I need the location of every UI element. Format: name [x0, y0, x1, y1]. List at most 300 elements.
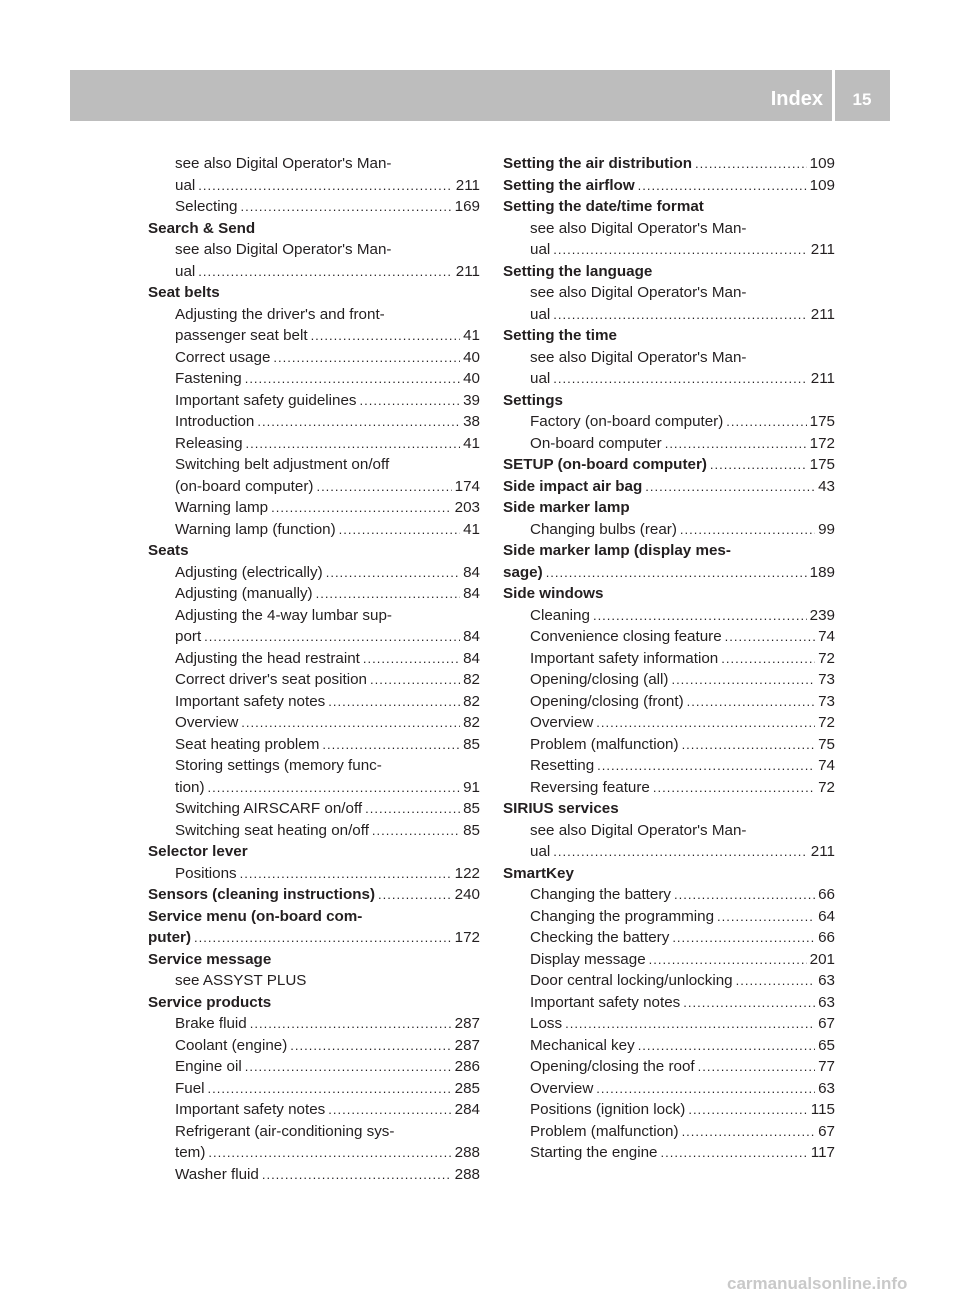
entry-text: see also Digital Operator's Man- — [530, 284, 747, 301]
index-subentry — [503, 218, 835, 240]
page-reference: 63 — [818, 993, 835, 1011]
index-heading — [503, 175, 835, 197]
entry-text: see also Digital Operator's Man- — [530, 821, 747, 839]
dot-leader — [328, 691, 460, 713]
index-subentry — [503, 648, 835, 670]
dot-leader — [687, 691, 815, 713]
entry-text: Starting the engine — [530, 1144, 658, 1161]
index-subentry — [148, 1121, 480, 1143]
page-reference: 41 — [463, 434, 480, 452]
entry-text: Side impact air bag — [503, 477, 643, 495]
index-subentry — [503, 239, 835, 261]
entry-text: Positions — [175, 864, 237, 882]
page-reference: 64 — [818, 907, 835, 925]
dot-leader — [194, 927, 452, 949]
entry-text: Resetting — [530, 757, 595, 774]
index-subentry — [148, 196, 480, 218]
page-reference: 85 — [463, 800, 480, 817]
index-subentry — [148, 562, 480, 584]
index-heading — [503, 325, 835, 347]
index-subentry — [148, 325, 480, 347]
entry-text: Seat heating problem — [175, 735, 320, 753]
index-heading — [503, 497, 835, 519]
dot-leader — [717, 906, 815, 928]
header-divider — [832, 70, 835, 121]
index-subentry — [503, 970, 835, 992]
page-reference: 74 — [818, 757, 835, 774]
entry-text: Selecting — [175, 198, 238, 215]
index-subentry — [503, 712, 835, 734]
entry-text: Engine oil — [175, 1058, 242, 1075]
dot-leader — [695, 153, 807, 175]
page-reference: 74 — [818, 628, 835, 645]
index-subentry — [503, 433, 835, 455]
dot-leader — [378, 884, 452, 906]
dot-leader — [672, 927, 815, 949]
index-subentry — [503, 282, 835, 304]
index-heading — [503, 454, 835, 476]
index-heading — [503, 196, 835, 218]
index-heading — [148, 949, 480, 971]
index-subentry — [148, 411, 480, 433]
page-reference: 211 — [810, 305, 835, 323]
entry-text: Washer fluid — [175, 1165, 259, 1183]
index-subentry — [148, 497, 480, 519]
index-subentry — [148, 863, 480, 885]
entry-text: Switching seat heating on/off — [175, 821, 369, 839]
page-reference: 172 — [454, 929, 480, 946]
entry-text: Setting the airflow — [503, 176, 635, 194]
page-reference: 41 — [463, 520, 480, 538]
dot-leader — [671, 669, 815, 691]
index-heading — [503, 390, 835, 412]
index-heading — [148, 927, 480, 949]
entry-text: Fuel — [175, 1079, 205, 1097]
entry-text: sage) — [503, 563, 543, 581]
page-reference: 172 — [809, 434, 835, 452]
entry-text: SETUP (on-board computer) — [503, 456, 707, 473]
index-subentry — [503, 927, 835, 949]
index-heading — [148, 884, 480, 906]
index-subentry — [148, 820, 480, 842]
page-reference: 287 — [454, 1036, 480, 1054]
entry-text: Overview — [530, 1079, 594, 1097]
index-subentry — [503, 949, 835, 971]
page-reference: 211 — [810, 241, 835, 258]
dot-leader — [316, 583, 461, 605]
entry-text: Seats — [148, 542, 189, 559]
dot-leader — [725, 626, 815, 648]
page-reference: 239 — [809, 606, 835, 624]
entry-text: Adjusting the head restraint — [175, 649, 360, 667]
dot-leader — [649, 949, 807, 971]
index-subentry — [148, 626, 480, 648]
index-subentry — [503, 1078, 835, 1100]
index-subentry — [503, 304, 835, 326]
page-reference: 63 — [818, 1079, 835, 1097]
index-heading — [503, 540, 835, 562]
page-reference: 175 — [809, 456, 835, 473]
entry-text: Adjusting the driver's and front- — [175, 305, 385, 323]
dot-leader — [597, 755, 815, 777]
page-reference: 240 — [454, 886, 480, 903]
dot-leader — [688, 1099, 807, 1121]
index-heading — [503, 153, 835, 175]
page-reference: 99 — [818, 520, 835, 538]
index-heading — [503, 476, 835, 498]
entry-text: Service menu (on-board com- — [148, 907, 363, 925]
entry-text: Service message — [148, 950, 272, 968]
entry-text: Switching AIRSCARF on/off — [175, 800, 363, 817]
entry-text: SmartKey — [503, 864, 574, 882]
index-subentry — [503, 734, 835, 756]
entry-text: Opening/closing (front) — [530, 692, 684, 710]
dot-leader — [680, 519, 815, 541]
dot-leader — [311, 325, 461, 347]
page-reference: 73 — [818, 671, 835, 688]
page-reference: 77 — [818, 1058, 835, 1075]
entry-text: Switching belt adjustment on/off — [175, 456, 390, 473]
index-subentry — [503, 777, 835, 799]
page-reference: 109 — [809, 176, 835, 194]
dot-leader — [638, 1035, 815, 1057]
entry-text: see also Digital Operator's Man- — [175, 241, 392, 258]
entry-text: Correct driver's seat position — [175, 671, 367, 688]
dot-leader — [208, 777, 461, 799]
entry-text: ual — [530, 305, 551, 323]
index-subentry — [148, 970, 480, 992]
entry-text: Problem (malfunction) — [530, 1122, 679, 1140]
page-reference: 203 — [454, 499, 480, 516]
dot-leader — [290, 1035, 451, 1057]
dot-leader — [241, 712, 460, 734]
entry-text: Sensors (cleaning instructions) — [148, 886, 376, 903]
entry-text: Storing settings (memory func- — [175, 757, 382, 774]
dot-leader — [257, 411, 460, 433]
index-subentry — [503, 1121, 835, 1143]
dot-leader — [683, 992, 815, 1014]
entry-text: ual — [175, 262, 196, 280]
entry-text: tem) — [175, 1144, 206, 1161]
index-subentry — [148, 1013, 480, 1035]
entry-text: Factory (on-board computer) — [530, 413, 724, 430]
entry-text: Changing the programming — [530, 907, 715, 925]
entry-text: Loss — [530, 1015, 563, 1032]
entry-text: Warning lamp — [175, 499, 269, 516]
entry-text: Important safety guidelines — [175, 391, 357, 409]
entry-text: Settings — [503, 391, 563, 409]
index-heading — [148, 218, 480, 240]
entry-text: see also Digital Operator's Man- — [530, 348, 747, 366]
page-reference: 72 — [818, 714, 835, 731]
entry-text: Mechanical key — [530, 1036, 635, 1054]
dot-leader — [328, 1099, 451, 1121]
dot-leader — [271, 497, 452, 519]
page-reference: 73 — [818, 692, 835, 710]
section-title: Index — [770, 88, 823, 110]
index-heading — [148, 992, 480, 1014]
dot-leader — [596, 1078, 815, 1100]
dot-leader — [372, 820, 460, 842]
entry-text: Door central locking/unlocking — [530, 972, 733, 989]
entry-text: Introduction — [175, 413, 255, 430]
entry-text: ual — [530, 370, 551, 387]
index-heading — [503, 261, 835, 283]
index-subentry — [148, 605, 480, 627]
index-heading — [503, 863, 835, 885]
entry-text: Seat belts — [148, 284, 220, 301]
page-reference: 84 — [463, 563, 480, 581]
page-reference: 39 — [463, 391, 480, 409]
index-subentry — [503, 626, 835, 648]
page-reference: 85 — [463, 821, 480, 839]
entry-text: (on-board computer) — [175, 477, 314, 495]
index-heading — [503, 562, 835, 584]
dot-leader — [339, 519, 460, 541]
dot-leader — [645, 476, 815, 498]
index-subentry — [148, 1142, 480, 1164]
dot-leader — [208, 1078, 452, 1100]
page-reference: 66 — [818, 886, 835, 903]
index-heading — [148, 540, 480, 562]
entry-text: Opening/closing the roof — [530, 1058, 695, 1075]
dot-leader — [726, 411, 806, 433]
page-reference: 287 — [454, 1015, 480, 1032]
page-reference: 85 — [463, 735, 480, 753]
dot-leader — [370, 669, 460, 691]
page-reference: 82 — [463, 671, 480, 688]
page-reference: 84 — [463, 628, 480, 645]
page-reference: 284 — [454, 1101, 480, 1118]
entry-text: Side windows — [503, 585, 604, 602]
entry-text: Adjusting (manually) — [175, 585, 313, 602]
entry-text: Setting the air distribution — [503, 155, 692, 172]
index-subentry — [148, 390, 480, 412]
index-subentry — [503, 605, 835, 627]
page-reference: 63 — [818, 972, 835, 989]
index-subentry — [148, 712, 480, 734]
dot-leader — [208, 1142, 451, 1164]
entry-text: Important safety notes — [175, 692, 326, 710]
dot-leader — [736, 970, 815, 992]
index-subentry — [503, 691, 835, 713]
entry-text: Search & Send — [148, 219, 256, 237]
dot-leader — [553, 368, 808, 390]
index-subentry — [148, 433, 480, 455]
index-subentry — [148, 1078, 480, 1100]
index-subentry — [148, 1056, 480, 1078]
dot-leader — [240, 863, 452, 885]
page-reference: 174 — [454, 477, 480, 495]
dot-leader — [596, 712, 815, 734]
entry-text: Refrigerant (air-conditioning sys- — [175, 1122, 395, 1140]
dot-leader — [316, 476, 451, 498]
dot-leader — [553, 239, 808, 261]
index-subentry — [503, 820, 835, 842]
page-reference: 67 — [818, 1122, 835, 1140]
index-subentry — [148, 368, 480, 390]
index-subentry — [148, 755, 480, 777]
dot-leader — [245, 368, 460, 390]
index-subentry — [503, 1099, 835, 1121]
entry-text: Changing the battery — [530, 886, 672, 903]
entry-text: Important safety information — [530, 649, 719, 667]
index-subentry — [503, 884, 835, 906]
index-subentry — [503, 347, 835, 369]
dot-leader — [262, 1164, 452, 1186]
entry-text: passenger seat belt — [175, 327, 308, 344]
entry-text: On-board computer — [530, 434, 662, 452]
watermark: carmanualsonline.info — [727, 1274, 908, 1293]
index-subentry — [503, 1035, 835, 1057]
index-heading — [503, 583, 835, 605]
page-reference: 211 — [455, 176, 480, 194]
page-reference: 189 — [809, 563, 835, 581]
page-reference: 285 — [454, 1079, 480, 1097]
index-subentry — [148, 304, 480, 326]
entry-text: Display message — [530, 950, 646, 968]
entry-text: SIRIUS services — [503, 800, 619, 817]
dot-leader — [273, 347, 460, 369]
dot-leader — [565, 1013, 815, 1035]
index-subentry — [148, 175, 480, 197]
index-subentry — [503, 841, 835, 863]
index-subentry — [503, 411, 835, 433]
dot-leader — [198, 261, 453, 283]
dot-leader — [246, 433, 461, 455]
dot-leader — [326, 562, 460, 584]
dot-leader — [250, 1013, 452, 1035]
page-reference: 84 — [463, 649, 480, 667]
entry-text: Changing bulbs (rear) — [530, 520, 677, 538]
dot-leader — [682, 1121, 816, 1143]
page-reference: 109 — [809, 155, 835, 172]
entry-text: Cleaning — [530, 606, 590, 624]
page-reference: 67 — [818, 1015, 835, 1032]
dot-leader — [546, 562, 807, 584]
entry-text: Brake fluid — [175, 1015, 247, 1032]
index-subentry — [148, 1164, 480, 1186]
dot-leader — [553, 841, 808, 863]
index-subentry — [148, 519, 480, 541]
dot-leader — [653, 777, 815, 799]
dot-leader — [365, 798, 460, 820]
page-reference: 43 — [818, 477, 835, 495]
entry-text: port — [175, 628, 202, 645]
entry-text: Overview — [530, 714, 594, 731]
page-reference: 66 — [818, 929, 835, 946]
entry-text: Convenience closing feature — [530, 628, 722, 645]
dot-leader — [360, 390, 461, 412]
page-reference: 115 — [810, 1101, 835, 1118]
dot-leader — [363, 648, 460, 670]
entry-text: ual — [530, 843, 551, 860]
index-subentry — [148, 669, 480, 691]
entry-text: Setting the time — [503, 327, 617, 344]
entry-text: Fastening — [175, 370, 242, 387]
dot-leader — [661, 1142, 808, 1164]
index-subentry — [503, 519, 835, 541]
page-reference: 84 — [463, 585, 480, 602]
index-subentry — [503, 1056, 835, 1078]
page-reference: 211 — [455, 262, 480, 280]
index-subentry — [503, 1142, 835, 1164]
entry-text: see also Digital Operator's Man- — [175, 155, 392, 172]
dot-leader — [322, 734, 460, 756]
dot-leader — [698, 1056, 815, 1078]
index-subentry — [148, 734, 480, 756]
dot-leader — [240, 196, 451, 218]
index-heading — [148, 841, 480, 863]
page-reference: 288 — [454, 1144, 480, 1161]
dot-leader — [710, 454, 807, 476]
page-reference: 91 — [463, 778, 480, 796]
entry-text: ual — [530, 241, 551, 258]
entry-text: ual — [175, 176, 196, 194]
entry-text: Overview — [175, 714, 239, 731]
page-reference: 211 — [810, 843, 835, 860]
entry-text: Adjusting the 4-way lumbar sup- — [175, 606, 392, 624]
entry-text: Side marker lamp — [503, 499, 630, 516]
index-subentry — [148, 798, 480, 820]
entry-text: puter) — [148, 929, 192, 946]
entry-text: Warning lamp (function) — [175, 520, 336, 538]
dot-leader — [721, 648, 815, 670]
index-subentry — [148, 239, 480, 261]
entry-text: Coolant (engine) — [175, 1036, 288, 1054]
index-subentry — [503, 755, 835, 777]
entry-text: Adjusting (electrically) — [175, 563, 323, 581]
index-subentry — [503, 992, 835, 1014]
index-column-left — [148, 153, 480, 1185]
dot-leader — [593, 605, 807, 627]
page-reference: 82 — [463, 692, 480, 710]
entry-text: Important safety notes — [175, 1101, 326, 1118]
page-reference: 211 — [810, 370, 835, 387]
index-column-right — [503, 153, 835, 1164]
entry-text: Reversing feature — [530, 778, 650, 796]
entry-text: Setting the language — [503, 262, 653, 280]
page-reference: 65 — [818, 1036, 835, 1054]
index-subentry — [148, 347, 480, 369]
dot-leader — [674, 884, 815, 906]
index-subentry — [503, 906, 835, 928]
index-heading — [148, 282, 480, 304]
dot-leader — [204, 626, 460, 648]
index-heading — [503, 798, 835, 820]
dot-leader — [198, 175, 453, 197]
page-reference: 72 — [818, 778, 835, 796]
dot-leader — [638, 175, 807, 197]
index-heading — [148, 906, 480, 928]
index-subentry — [148, 691, 480, 713]
dot-leader — [682, 734, 816, 756]
page-reference: 40 — [463, 370, 480, 387]
index-subentry — [148, 648, 480, 670]
index-subentry — [148, 153, 480, 175]
page-reference: 38 — [463, 413, 480, 430]
entry-text: Positions (ignition lock) — [530, 1101, 686, 1118]
page-reference: 82 — [463, 714, 480, 731]
entry-text: see also Digital Operator's Man- — [530, 219, 747, 237]
page-reference: 201 — [809, 950, 835, 968]
page-reference: 169 — [454, 198, 480, 215]
index-subentry — [148, 777, 480, 799]
entry-text: tion) — [175, 778, 205, 796]
index-subentry — [148, 1099, 480, 1121]
index-subentry — [503, 368, 835, 390]
index-subentry — [148, 583, 480, 605]
